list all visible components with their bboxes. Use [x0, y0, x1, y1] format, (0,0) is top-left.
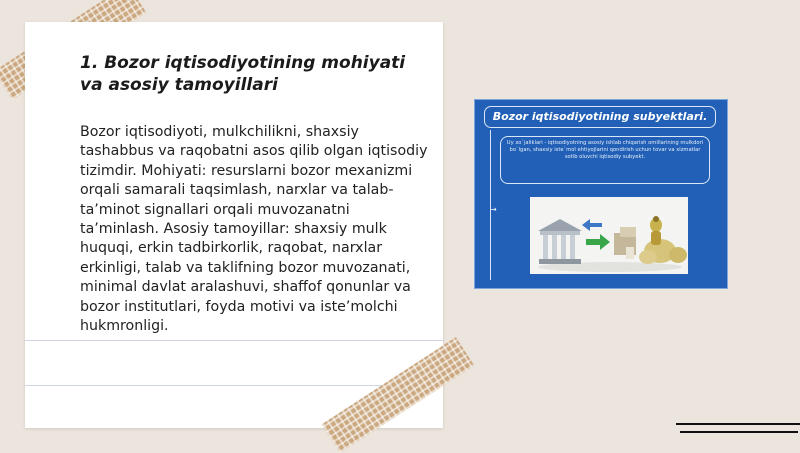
illustration — [530, 197, 688, 274]
slide-heading: 1. Bozor iqtisodiyotining mohiyati va asosiy tamoyillari — [80, 53, 406, 95]
embedded-slide-image — [474, 99, 728, 289]
embedded-slide-title: Bozor iqtisodiyotining subyektlari. — [484, 106, 716, 128]
green-arrow-icon — [586, 234, 610, 250]
money-bag-icon — [639, 216, 687, 264]
arrow-right-icon: → — [490, 205, 497, 214]
deco-line — [680, 431, 798, 433]
body-paragraph: Bozor iqtisodiyoti, mulkchilikni, shaxsiy tashabbus va raqobatni asos qilib olgan iqtisodiy tizimdir. Mohiyati: resurslarni bozor mexanizmi orqali samarali taqsimlash, narxlar va talab-ta’minot signallari orqali muvozanatni ta’minlash. Asosiy tamoyillar: shaxsiy mulk huquqi, erkin tadbirkorlik, raqobat, narxlar erkinligi, talab va taklifning bozor muvozanati, minimal davlat aralashuvi, shaffof qonunlar va bozor institutlari, foyda motivi va iste’molchi hukmronligi. — [80, 124, 428, 335]
bank-and-money-illustration — [530, 197, 688, 274]
deco-line — [676, 423, 800, 425]
decorative-lines — [676, 423, 800, 439]
bank-icon — [538, 219, 582, 264]
embedded-slide-text: Uy xo`jaliklari - iqtisodiyotning asosiy ishlab chiqarish omillarining mulkdori bo`lgan, shaxsiy iste`mol ehtiyojlarini qondirish uchun tovar va xizmatlar sotib oluvchi iqtisodiy subyekt. — [500, 136, 710, 184]
goods-icon — [614, 227, 636, 259]
blue-arrow-icon — [582, 219, 602, 231]
paper-rule — [25, 340, 443, 341]
